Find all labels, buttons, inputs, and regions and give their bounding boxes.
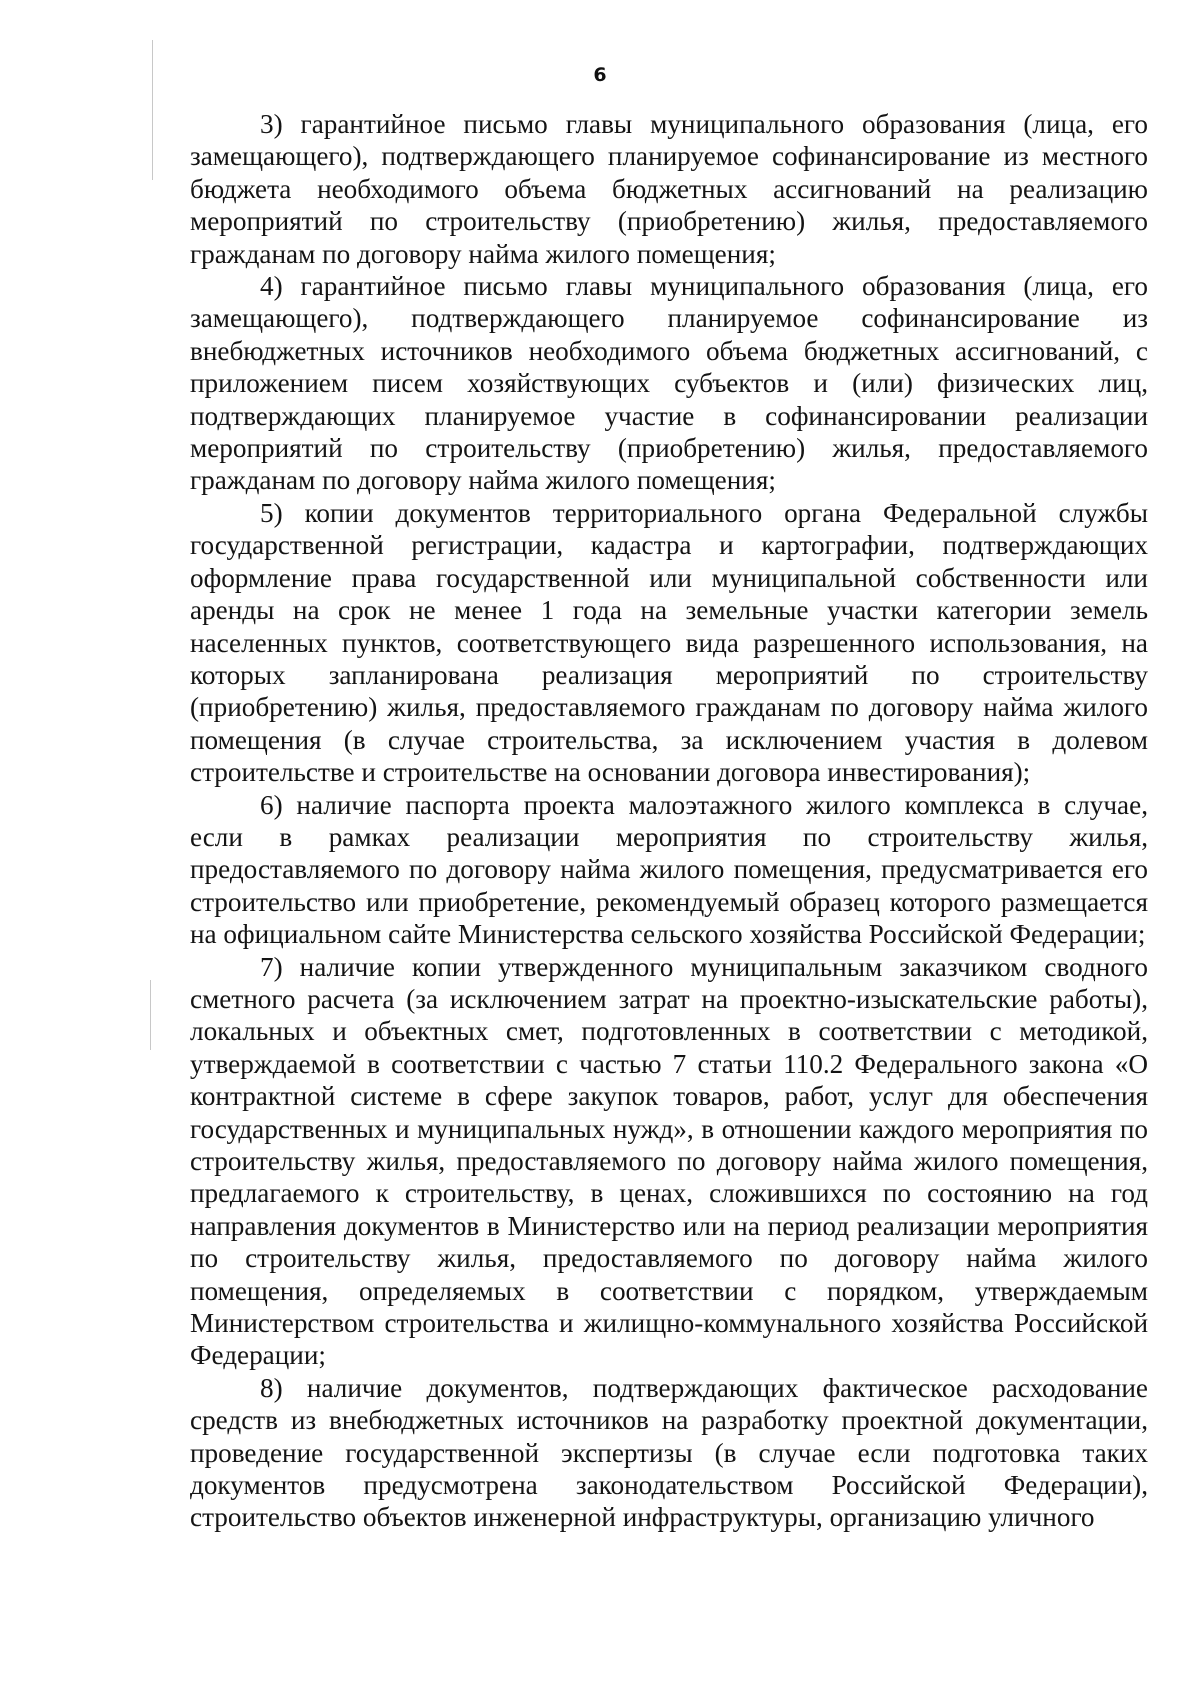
list-item-8: 8) наличие документов, подтверждающих фактическое расходование средств из внебюджетных источников на разработку проектной документации, проведение государственной экспертизы (в случае если подготовка таких документов предусмотрена законодательством Российской Федерации), строительство объектов инженерной инфраструктуры, организацию уличного — [190, 1372, 1148, 1533]
scan-margin-line — [150, 980, 151, 1050]
scan-margin-line — [152, 40, 153, 180]
list-item-4: 4) гарантийное письмо главы муниципального образования (лица, его замещающего), подтверждающего планируемое софинансирование из внебюджетных источников необходимого объема бюджетных ассигнований, с приложением писем хозяйствующих субъектов и (или) физических лиц, подтверждающих планируемое участие в софинансировании реализации мероприятий по строительству (приобретению) жилья, предоставляемого гражданам по договору найма жилого помещения; — [190, 271, 1148, 496]
list-item-3: 3) гарантийное письмо главы муниципального образования (лица, его замещающего), подтверждающего планируемое софинансирование из местного бюджета необходимого объема бюджетных ассигнований на реализацию мероприятий по строительству (приобретению) жилья, предоставляемого гражданам по договору найма жилого помещения; — [190, 109, 1148, 269]
page-number: 6 — [593, 64, 607, 86]
list-item-5: 5) копии документов территориального органа Федеральной службы государственной регистрации, кадастра и картографии, подтверждающих оформление права государственной или муниципальной собственности или аренды на срок не менее 1 года на земельные участки категории земель населенных пунктов, соответствующего вида разрешенного использования, на которых запланирована реализация мероприятий по строительству (приобретению) жилья, предоставляемого гражданам по договору найма жилого помещения (в случае строительства, за исключением участия в долевом строительстве и строительстве на основании договора инвестирования); — [190, 497, 1148, 788]
list-item-7: 7) наличие копии утвержденного муниципальным заказчиком сводного сметного расчета (за исключением затрат на проектно-изыскательские работы), локальных и объектных смет, подготовленных в соответствии с методикой, утверждаемой в соответствии с частью 7 статьи 110.2 Федерального закона «О контрактной системе в сфере закупок товаров, работ, услуг для обеспечения государственных и муниципальных нужд», в отношении каждого мероприятия по строительству жилья, предоставляемого по договору найма жилого помещения, предлагаемого к строительству, в ценах, сложившихся по состоянию на год направления документов в Министерство или на период реализации мероприятия по строительству жилья, предоставляемого по договору найма жилого помещения, определяемых в соответствии с порядком, утверждаемым Министерством строительства и жилищно-коммунального хозяйства Российской Федерации; — [190, 951, 1148, 1371]
document-body — [190, 108, 1148, 1534]
list-item-6: 6) наличие паспорта проекта малоэтажного жилого комплекса в случае, если в рамках реализации мероприятия по строительству жилья, предоставляемого по договору найма жилого помещения, предусматривается его строительство или приобретение, рекомендуемый образец которого размещается на официальном сайте Министерства сельского хозяйства Российской Федерации; — [190, 789, 1148, 950]
